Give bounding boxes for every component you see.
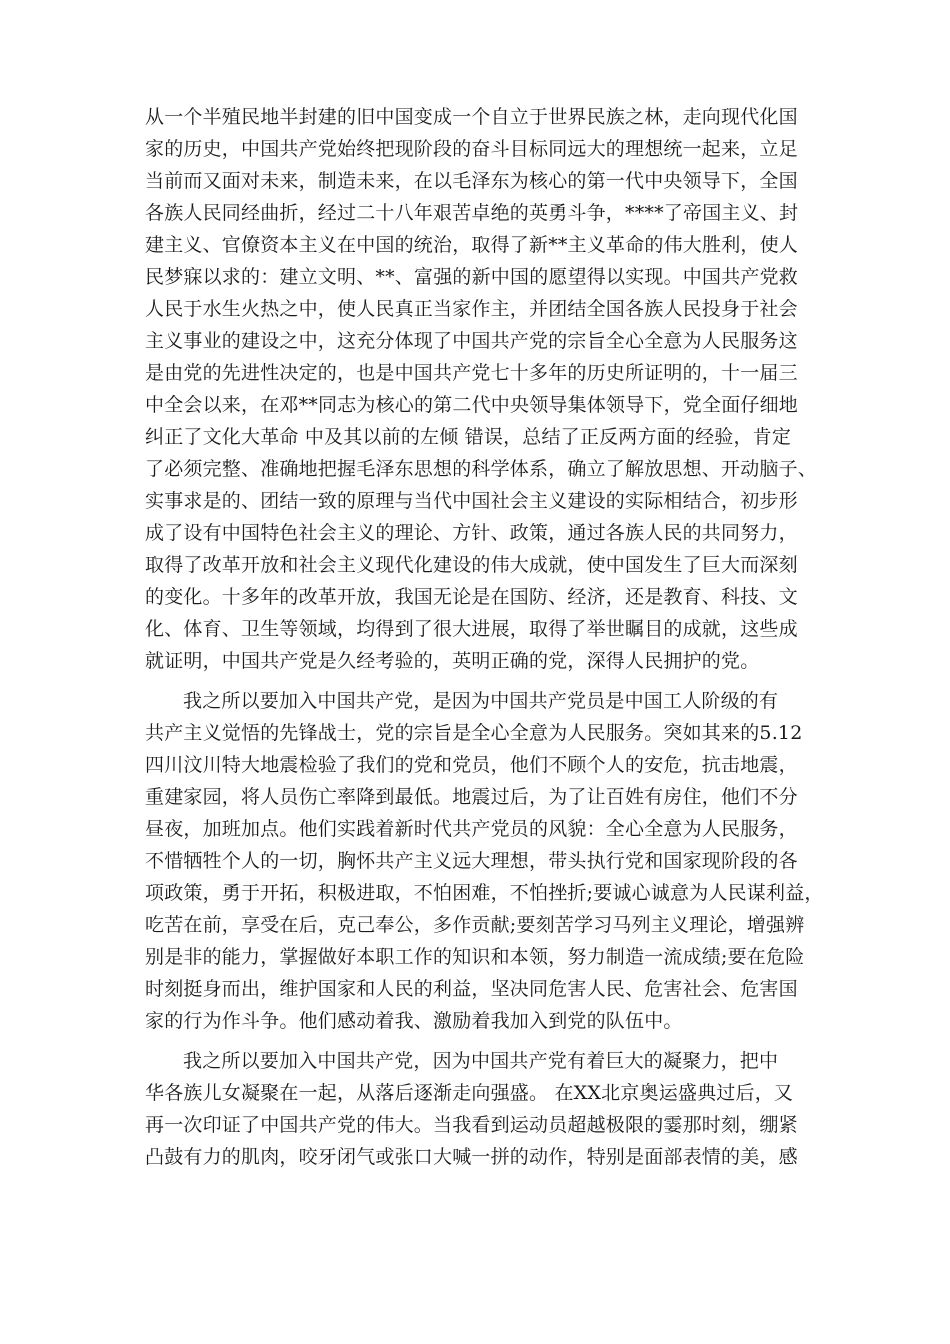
text-line: 了必须完整、准确地把握毛泽东思想的科学体系，确立了解放思想、开动脑子、 bbox=[145, 458, 818, 480]
text-line: 实事求是的、团结一致的原理与当代中国社会主义建设的实际相结合，初步形 bbox=[145, 490, 798, 512]
text-line: 民梦寐以求的：建立文明、**、富强的新中国的愿望得以实现。中国共产党救 bbox=[145, 266, 799, 288]
paragraph bbox=[145, 685, 824, 1037]
text-line: 四川汶川特大地震检验了我们的党和党员，他们不顾个人的安危，抗击地震， bbox=[145, 754, 798, 776]
text-line: 华各族儿女凝聚在一起，从落后逐渐走向强盛。 在XX北京奥运盛典过后，又 bbox=[145, 1082, 794, 1104]
text-line: 重建家园，将人员伤亡率降到最低。地震过后，为了让百姓有房住，他们不分 bbox=[145, 786, 798, 808]
text-line: 人民于水生火热之中，使人民真正当家作主，并团结全国各族人民投身于社会 bbox=[145, 298, 798, 320]
paragraph bbox=[145, 101, 818, 677]
paragraph bbox=[145, 1045, 805, 1173]
text-line: 当前而又面对未来，制造未来，在以毛泽东为核心的第一代中央领导下，全国 bbox=[145, 170, 798, 192]
document-body bbox=[145, 101, 824, 1173]
text-line: 纠正了文化大革命 中及其以前的左倾 错误，总结了正反两方面的经验，肯定 bbox=[145, 426, 792, 448]
text-line: 我之所以要加入中国共产党，因为中国共产党有着巨大的凝聚力，把中 bbox=[183, 1050, 779, 1072]
text-line: 化、体育、卫生等领域，均得到了很大进展，取得了举世瞩目的成就，这些成 bbox=[145, 618, 798, 640]
text-line: 项政策，勇于开拓，积极进取，不怕困难，不怕挫折;要诚心诚意为人民谋利益， bbox=[145, 882, 824, 904]
text-line: 的变化。十多年的改革开放，我国无论是在国防、经济，还是教育、科技、文 bbox=[145, 586, 798, 608]
text-line: 从一个半殖民地半封建的旧中国变成一个自立于世界民族之林，走向现代化国 bbox=[145, 106, 798, 128]
text-line: 就证明，中国共产党是久经考验的，英明正确的党，深得人民拥护的党。 bbox=[145, 650, 760, 672]
text-line: 中全会以来，在邓**同志为核心的第二代中央领导集体领导下，党全面仔细地 bbox=[145, 394, 799, 416]
text-line: 时刻挺身而出，维护国家和人民的利益，坚决同危害人民、危害社会、危害国 bbox=[145, 978, 798, 1000]
text-line: 我之所以要加入中国共产党，是因为中国共产党员是中国工人阶级的有 bbox=[183, 690, 779, 712]
text-line: 再一次印证了中国共产党的伟大。当我看到运动员超越极限的霎那时刻，绷紧 bbox=[145, 1114, 798, 1136]
text-line: 各族人民同经曲折，经过二十八年艰苦卓绝的英勇斗争，****了帝国主义、封 bbox=[145, 202, 799, 224]
text-line: 昼夜，加班加点。他们实践着新时代共产党员的风貌：全心全意为人民服务， bbox=[145, 818, 798, 840]
text-line: 建主义、官僚资本主义在中国的统治，取得了新**主义革命的伟大胜利，使人 bbox=[145, 234, 799, 256]
text-line: 别是非的能力，掌握做好本职工作的知识和本领，努力制造一流成绩;要在危险 bbox=[145, 946, 805, 968]
text-line: 成了设有中国特色社会主义的理论、方针、政策，通过各族人民的共同努力， bbox=[145, 522, 798, 544]
text-line: 家的历史，中国共产党始终把现阶段的奋斗目标同远大的理想统一起来，立足 bbox=[145, 138, 798, 160]
text-line: 家的行为作斗争。他们感动着我、激励着我加入到党的队伍中。 bbox=[145, 1010, 683, 1032]
text-line: 取得了改革开放和社会主义现代化建设的伟大成就，使中国发生了巨大而深刻 bbox=[145, 554, 798, 576]
text-line: 凸鼓有力的肌肉，咬牙闭气或张口大喊一拼的动作，特别是面部表情的美，感 bbox=[145, 1146, 798, 1168]
text-line: 共产主义觉悟的先锋战士，党的宗旨是全心全意为人民服务。突如其来的5.12 bbox=[145, 722, 803, 744]
text-line: 吃苦在前，享受在后，克己奉公，多作贡献;要刻苦学习马列主义理论，增强辨 bbox=[145, 914, 805, 936]
text-line: 主义事业的建设之中，这充分体现了中国共产党的宗旨全心全意为人民服务这 bbox=[145, 330, 798, 352]
text-line: 是由党的先进性决定的，也是中国共产党七十多年的历史所证明的，十一届三 bbox=[145, 362, 798, 384]
text-line: 不惜牺牲个人的一切，胸怀共产主义远大理想，带头执行党和国家现阶段的各 bbox=[145, 850, 798, 872]
